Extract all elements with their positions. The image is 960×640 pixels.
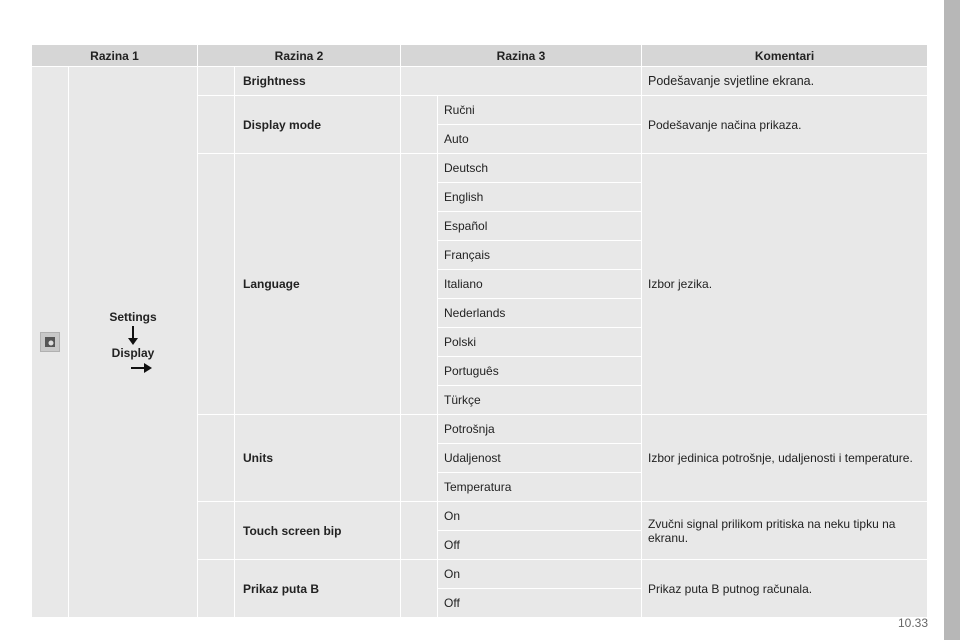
level2-language: Language	[235, 154, 401, 415]
spacer-cell	[198, 560, 235, 618]
table-row	[32, 67, 928, 96]
path-settings-label: Settings	[109, 310, 157, 324]
level2-touch-screen-bip: Touch screen bip	[235, 502, 401, 560]
arrow-right-icon	[131, 362, 153, 374]
spacer-cell	[198, 415, 235, 502]
spacer-cell	[401, 415, 438, 502]
path-display-label: Display	[111, 346, 155, 360]
spacer-cell	[401, 502, 438, 560]
page-number: 10.33	[898, 616, 929, 630]
level2-brightness: Brightness	[235, 67, 401, 96]
option-off: Off	[438, 589, 642, 618]
comment-prikaz-puta-b: Prikaz puta B putnog računala.	[642, 560, 928, 618]
spacer-cell	[401, 96, 438, 154]
option-italiano: Italiano	[438, 270, 642, 299]
option-english: English	[438, 183, 642, 212]
header-razina-1: Razina 1	[32, 45, 198, 67]
page-edge-tab	[944, 0, 960, 640]
spacer-cell	[198, 154, 235, 415]
option-turkce: Türkçe	[438, 386, 642, 415]
option-polski: Polski	[438, 328, 642, 357]
option-francais: Français	[438, 241, 642, 270]
option-on: On	[438, 560, 642, 589]
spacer-cell	[198, 502, 235, 560]
option-rucni: Ručni	[438, 96, 642, 125]
comment-touch-screen-bip: Zvučni signal prilikom pritiska na neku tipku na ekranu.	[642, 502, 928, 560]
level2-units: Units	[235, 415, 401, 502]
settings-table	[31, 44, 928, 618]
spacer-cell	[198, 96, 235, 154]
option-udaljenost: Udaljenost	[438, 444, 642, 473]
comment-display-mode: Podešavanje načina prikaza.	[642, 96, 928, 154]
settings-path	[109, 310, 156, 374]
spacer-cell	[401, 560, 438, 618]
comment-units: Izbor jedinica potrošnje, udaljenosti i temperature.	[642, 415, 928, 502]
settings-icon	[40, 332, 60, 352]
option-espanol: Español	[438, 212, 642, 241]
option-auto: Auto	[438, 125, 642, 154]
comment-brightness: Podešavanje svjetline ekrana.	[642, 67, 928, 96]
header-komentari: Komentari	[642, 45, 928, 67]
option-potrosnja: Potrošnja	[438, 415, 642, 444]
level1-icon-cell	[32, 67, 69, 618]
level1-path-cell	[69, 67, 198, 618]
spacer-cell	[198, 67, 235, 96]
level2-prikaz-puta-b: Prikaz puta B	[235, 560, 401, 618]
spacer-cell	[401, 154, 438, 415]
option-portugues: Português	[438, 357, 642, 386]
header-razina-2: Razina 2	[198, 45, 401, 67]
level2-display-mode: Display mode	[235, 96, 401, 154]
option-nederlands: Nederlands	[438, 299, 642, 328]
comment-language: Izbor jezika.	[642, 154, 928, 415]
option-off: Off	[438, 531, 642, 560]
header-razina-3: Razina 3	[401, 45, 642, 67]
level3-empty	[401, 67, 642, 96]
arrow-down-icon	[127, 326, 139, 346]
header-row	[32, 45, 928, 67]
option-deutsch: Deutsch	[438, 154, 642, 183]
option-temperatura: Temperatura	[438, 473, 642, 502]
option-on: On	[438, 502, 642, 531]
